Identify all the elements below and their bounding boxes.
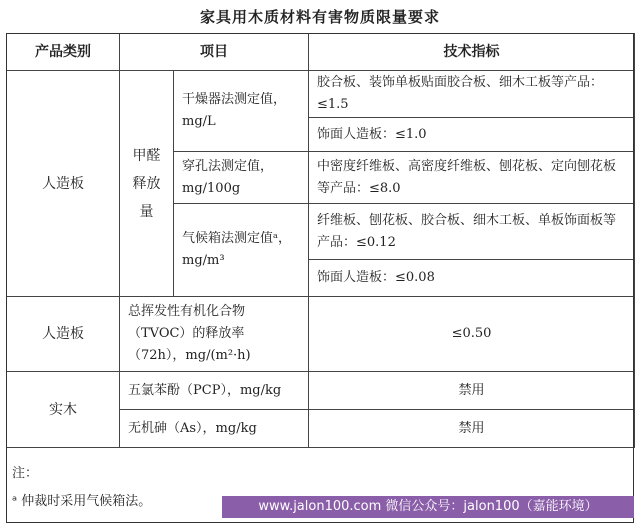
header-indicator: 技术指标 <box>309 34 635 71</box>
document-title: 家具用木质材料有害物质限量要求 <box>199 8 440 26</box>
header-item: 项目 <box>120 34 309 71</box>
header-category: 产品类别 <box>7 34 120 71</box>
method-cell: 穿孔法测定值，mg/100g <box>174 152 309 204</box>
category-cell: 人造板 <box>7 71 120 297</box>
table-frame <box>6 33 634 523</box>
value-cell: 禁用 <box>309 372 635 410</box>
value-cell: 纤维板、刨花板、胶合板、细木工板、单板饰面板等产品：≤0.12 <box>309 204 635 260</box>
category-cell: 人造板 <box>7 297 120 372</box>
value-cell: 胶合板、装饰单板贴面胶合板、细木工板等产品：≤1.5 <box>309 71 635 118</box>
footnote: ᵃ 仲裁时采用气候箱法。 <box>12 494 152 509</box>
item-cell: 无机砷（As），mg/kg <box>120 410 309 448</box>
value-cell: 饰面人造板：≤0.08 <box>309 260 635 297</box>
method-cell: 干燥器法测定值，mg/L <box>174 71 309 152</box>
group-cell: 甲醛释放量 <box>120 71 174 297</box>
item-cell: 五氯苯酚（PCP），mg/kg <box>120 372 309 410</box>
value-cell: 禁用 <box>309 410 635 448</box>
item-cell: 总挥发性有机化合物（TVOC）的释放率（72h），mg/(m²·h) <box>120 297 309 372</box>
category-cell: 实木 <box>7 372 120 448</box>
method-cell: 气候箱法测定值ᵃ，mg/m³ <box>174 204 309 297</box>
value-cell: ≤0.50 <box>309 297 635 372</box>
notes-label: 注： <box>12 466 39 481</box>
watermark-banner: www.jalon100.com 微信公众号：jalon100（嘉能环境） <box>222 496 634 518</box>
value-cell: 中密度纤维板、高密度纤维板、刨花板、定向刨花板等产品：≤8.0 <box>309 152 635 204</box>
value-cell: 饰面人造板：≤1.0 <box>309 118 635 152</box>
